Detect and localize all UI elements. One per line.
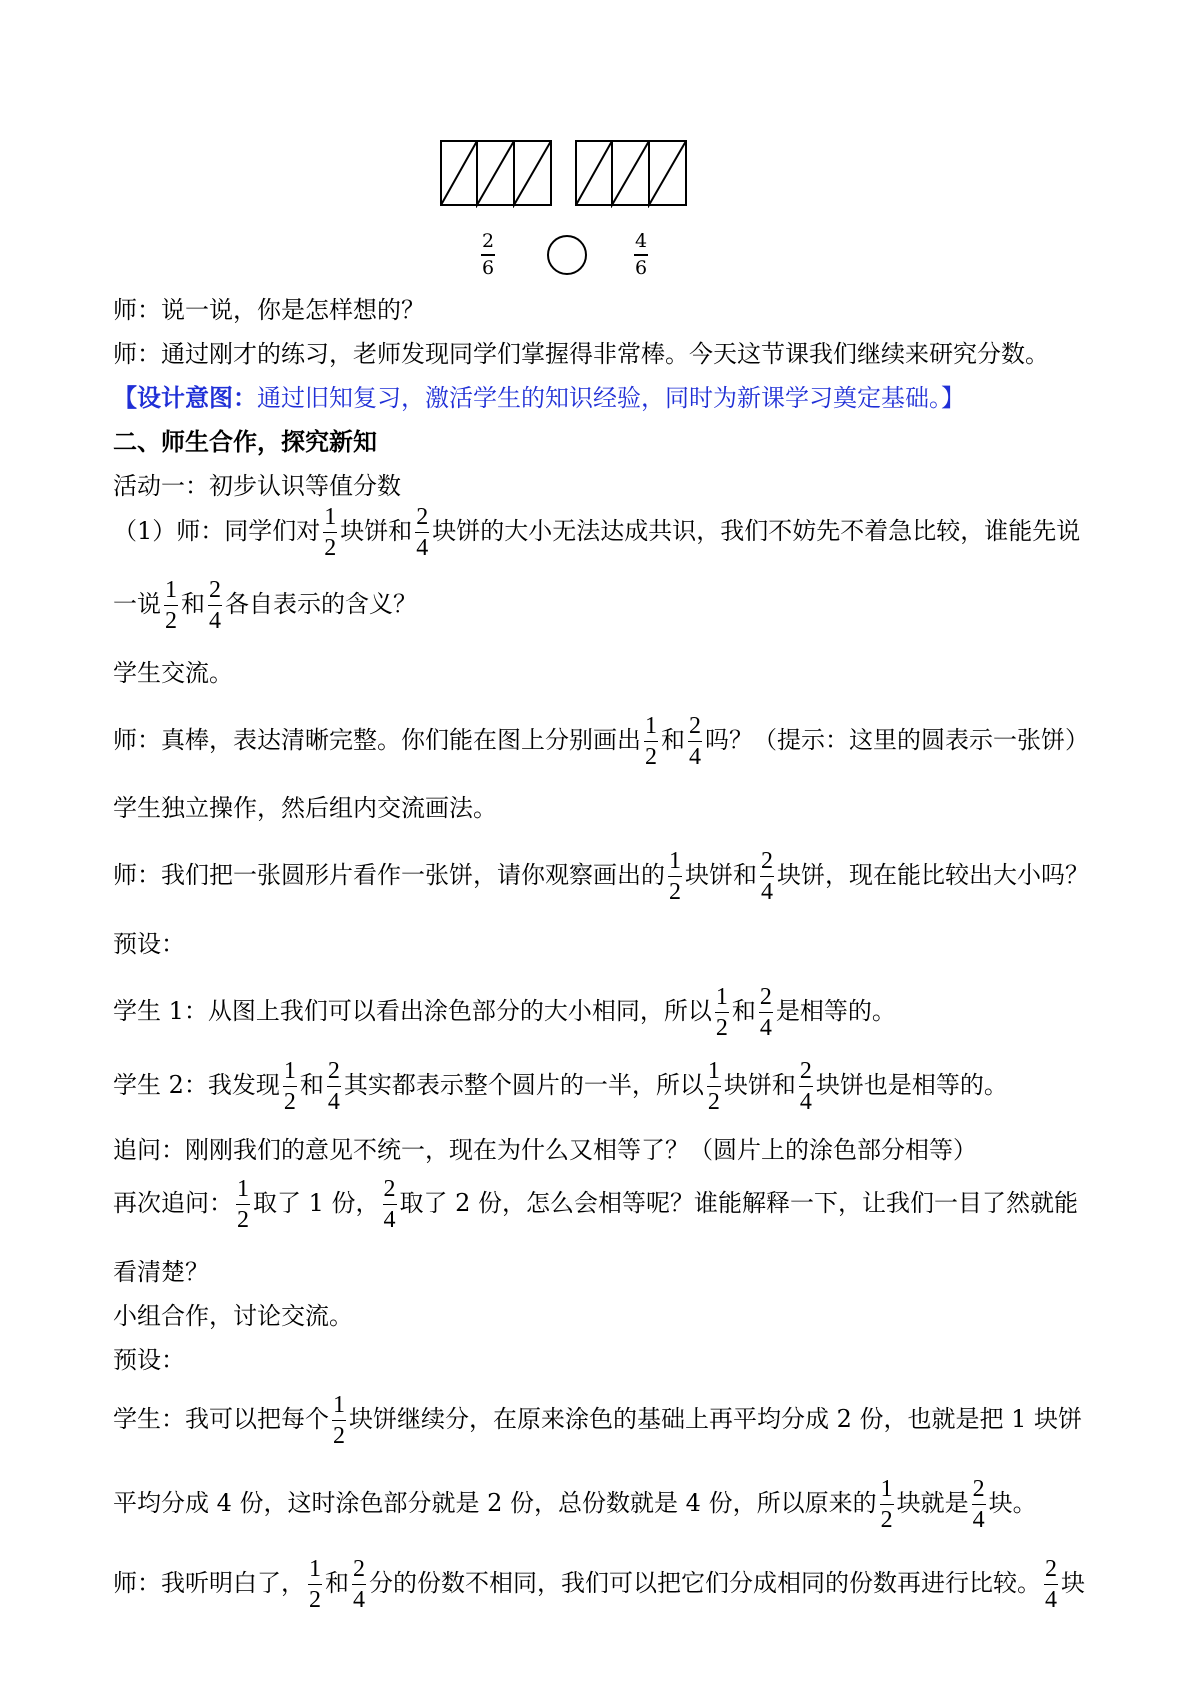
text: 其实都表示整个圆片的一半，所以 (343, 1071, 704, 1099)
text: （1）师：同学们对 (113, 517, 321, 545)
text: 块就是 (896, 1489, 969, 1517)
figure-fraction-left-denominator: 6 (481, 256, 495, 279)
fraction-denominator: 4 (761, 879, 773, 905)
fraction-denominator: 2 (333, 1423, 345, 1449)
fraction-half (308, 1557, 322, 1612)
fraction-numerator: 1 (715, 985, 729, 1013)
text: 和 (661, 726, 685, 754)
text: 块饼和 (685, 861, 757, 889)
text: 块饼，现在能比较出大小吗？ (777, 861, 1089, 889)
fraction-two-quarters (415, 505, 429, 560)
fraction-numerator: 1 (283, 1059, 297, 1087)
design-intent-text: 通过旧知复习，激活学生的知识经验，同时为新课学习奠定基础。】 (257, 384, 965, 412)
fraction-numerator: 2 (799, 1059, 813, 1087)
text: 块。 (988, 1489, 1037, 1517)
fraction-numerator: 2 (972, 1477, 986, 1505)
line-students-exchange: 学生交流。 (113, 659, 233, 687)
fraction-numerator: 1 (308, 1557, 322, 1585)
fraction-half (236, 1177, 250, 1232)
fraction-numerator: 1 (644, 714, 658, 742)
line-teacher-intro: 师：通过刚才的练习，老师发现同学们掌握得非常棒。今天这节课我们继续来研究分数。 (113, 340, 1049, 368)
fraction-numerator: 1 (323, 505, 337, 533)
fraction-denominator: 4 (972, 1507, 985, 1533)
fraction-denominator: 4 (353, 1587, 365, 1613)
text: 是相等的。 (775, 997, 896, 1025)
fraction-denominator: 2 (283, 1089, 296, 1115)
activity-title: 活动一：初步认识等值分数 (113, 472, 401, 500)
text: 师：真棒，表达清晰完整。你们能在图上分别画出 (113, 726, 641, 754)
fraction-two-quarters (799, 1059, 813, 1114)
fraction-denominator: 4 (416, 535, 429, 561)
figure-fraction-right-denominator: 6 (634, 256, 648, 279)
fraction-numerator: 2 (327, 1059, 341, 1087)
fraction-numerator: 1 (236, 1177, 250, 1205)
fraction-denominator: 2 (707, 1089, 720, 1115)
fraction-numerator: 2 (759, 985, 773, 1013)
line-20 (113, 1393, 1082, 1448)
figure-fraction-left (481, 232, 495, 278)
fraction-denominator: 2 (669, 879, 681, 905)
line-6 (113, 505, 1080, 560)
fraction-numerator: 2 (688, 714, 702, 742)
line-9 (113, 714, 1089, 769)
text: 块 (1061, 1569, 1085, 1597)
fraction-denominator: 2 (645, 744, 657, 770)
fraction-two-quarters (760, 849, 774, 904)
fraction-half (668, 849, 682, 904)
text: 块饼和 (723, 1071, 796, 1099)
line-students-operate: 学生独立操作，然后组内交流画法。 (113, 794, 497, 822)
fraction-numerator: 2 (1044, 1557, 1058, 1585)
compare-circle-blank[interactable] (547, 235, 587, 275)
fraction-two-quarters (972, 1477, 986, 1532)
fraction-denominator: 2 (165, 608, 177, 634)
line-7 (113, 578, 417, 633)
text: 块饼也是相等的。 (815, 1071, 1008, 1099)
line-11 (113, 849, 1089, 904)
fraction-half (715, 985, 729, 1040)
text: 和 (299, 1071, 324, 1099)
fraction-denominator: 4 (799, 1089, 812, 1115)
fraction-denominator: 4 (327, 1089, 340, 1115)
text: 各自表示的含义？ (225, 590, 417, 618)
design-intent (113, 383, 965, 412)
fraction-numerator: 2 (208, 578, 222, 606)
fraction-denominator: 2 (880, 1507, 893, 1533)
line-21 (113, 1477, 1037, 1532)
fraction-half (283, 1059, 297, 1114)
text: 和 (325, 1569, 349, 1597)
text: 取了 2 份，怎么会相等呢？谁能解释一下，让我们一目了然就能 (399, 1189, 1079, 1217)
text: 学生 1：从图上我们可以看出涂色部分的大小相同，所以 (113, 997, 712, 1025)
fraction-numerator: 2 (415, 505, 429, 533)
text: 一说 (113, 590, 161, 618)
text: 和 (731, 997, 756, 1025)
fraction-two-quarters (327, 1059, 341, 1114)
text: 学生：我可以把每个 (113, 1405, 329, 1433)
text: 吗？（提示：这里的圆表示一张饼） (705, 726, 1089, 754)
fraction-rectangles-figure (440, 140, 690, 208)
fraction-denominator: 4 (689, 744, 701, 770)
fraction-numerator: 1 (707, 1059, 721, 1087)
fraction-numerator: 2 (383, 1177, 397, 1205)
fraction-half (880, 1477, 894, 1532)
line-see-clearly: 看清楚？ (113, 1258, 209, 1286)
text: 分的份数不相同，我们可以把它们分成相同的份数再进行比较。 (369, 1569, 1041, 1597)
fraction-denominator: 4 (1045, 1587, 1057, 1613)
line-group-discussion: 小组合作，讨论交流。 (113, 1302, 353, 1330)
text: 再次追问： (113, 1189, 233, 1217)
fraction-two-quarters (383, 1177, 397, 1232)
fraction-denominator: 4 (759, 1015, 772, 1041)
fraction-denominator: 2 (237, 1207, 249, 1233)
fraction-two-quarters (759, 985, 773, 1040)
figure-fraction-right-numerator: 4 (634, 230, 648, 252)
fraction-denominator: 2 (715, 1015, 728, 1041)
line-teacher-ask: 师：说一说，你是怎样想的？ (113, 296, 425, 324)
text: 师：我们把一张圆形片看作一张饼，请你观察画出的 (113, 861, 665, 889)
line-13 (113, 985, 896, 1040)
left-rectangle (441, 141, 551, 205)
text: 平均分成 4 份，这时涂色部分就是 2 份，总份数就是 4 份，所以原来的 (113, 1489, 877, 1517)
figure-fraction-right (634, 232, 648, 278)
design-intent-tag: 【设计意图： (113, 383, 257, 412)
line-preset-2: 预设： (113, 1346, 185, 1374)
fraction-half (323, 505, 337, 560)
fraction-denominator: 2 (309, 1587, 321, 1613)
text: 取了 1 份， (253, 1189, 380, 1217)
fraction-numerator: 1 (880, 1477, 894, 1505)
fraction-two-quarters (208, 578, 222, 633)
text: 块饼的大小无法达成共识，我们不妨先不着急比较，谁能先说 (432, 517, 1081, 545)
fraction-numerator: 1 (164, 578, 178, 606)
text: 块饼和 (340, 517, 413, 545)
fraction-half (707, 1059, 721, 1114)
line-16 (113, 1177, 1078, 1232)
text: 和 (181, 590, 205, 618)
fraction-two-quarters (1044, 1557, 1058, 1612)
fraction-denominator: 4 (209, 608, 221, 634)
line-preset-1: 预设： (113, 930, 185, 958)
fraction-half (332, 1393, 346, 1448)
fraction-two-quarters (688, 714, 702, 769)
fraction-half (644, 714, 658, 769)
line-14 (113, 1059, 1008, 1114)
fraction-denominator: 4 (383, 1207, 396, 1233)
fraction-denominator: 2 (324, 535, 337, 561)
text: 块饼继续分，在原来涂色的基础上再平均分成 2 份，也就是把 1 块饼 (349, 1405, 1083, 1433)
line-follow-up: 追问：刚刚我们的意见不统一，现在为什么又相等了？（圆片上的涂色部分相等） (113, 1136, 977, 1164)
fraction-half (164, 578, 178, 633)
fraction-numerator: 2 (760, 849, 774, 877)
text: 学生 2：我发现 (113, 1071, 280, 1099)
fraction-numerator: 1 (668, 849, 682, 877)
line-22 (113, 1557, 1085, 1612)
figure-fraction-left-numerator: 2 (481, 230, 495, 252)
text: 师：我听明白了， (113, 1569, 305, 1597)
fraction-two-quarters (352, 1557, 366, 1612)
right-rectangle (576, 141, 686, 205)
section-heading: 二、师生合作，探究新知 (113, 427, 377, 456)
fraction-numerator: 1 (332, 1393, 346, 1421)
fraction-numerator: 2 (352, 1557, 366, 1585)
